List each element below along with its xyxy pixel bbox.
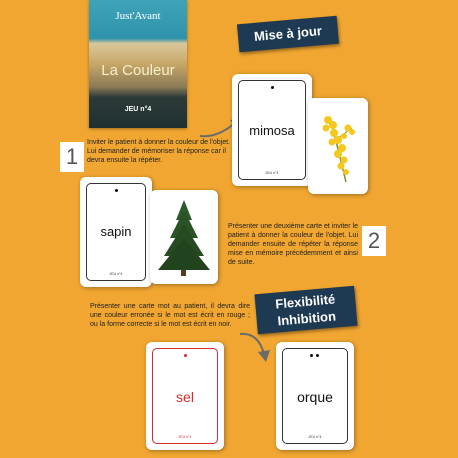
step-number-2: 2: [362, 226, 386, 256]
card-dot: [115, 189, 118, 192]
word-card-sel: [146, 342, 224, 450]
card-dot: [271, 86, 274, 89]
banner-line-2: Inhibition: [276, 308, 337, 329]
banner-update: Mise à jour: [237, 16, 339, 53]
banner-line-1: Flexibilité: [274, 291, 336, 312]
card-footer: JEU n°4: [308, 435, 322, 439]
curved-arrow-icon: [236, 328, 276, 364]
image-card-mimosa: [308, 98, 368, 194]
mimosa-flower-icon: [308, 98, 368, 194]
cover-subtitle: JEU n°4: [124, 106, 152, 113]
card-word: orque: [297, 389, 333, 405]
image-card-sapin: [150, 190, 218, 284]
card-footer: JEU n°4: [265, 171, 279, 175]
cover-brand: Just'Avant: [115, 10, 161, 22]
instruction-step-3: Présenter une carte mot au patient, il devra dire une couleur erronée si le mot est écrit en rouge ; ou la forme correcte si le mot est écrit en noir.: [90, 303, 250, 328]
card-dot: [184, 354, 187, 357]
word-card-mimosa: [232, 74, 312, 186]
word-card-orque: [276, 342, 354, 450]
card-dot: [310, 354, 313, 357]
instruction-step-2: Présenter une deuxième carte et inviter le patient à donner la couleur de l'objet. Lui demander ensuite de répéter la réponse mise en mémoire précédemment et ainsi de suite.: [228, 223, 358, 266]
game-cover: [89, 0, 187, 128]
instruction-step-1: Inviter le patient à donner la couleur de l'objet. Lui demander de mémoriser la réponse car il devra ensuite la répéter.: [87, 139, 230, 164]
card-word: sapin: [100, 224, 132, 239]
fir-tree-icon: [150, 190, 218, 284]
card-dot: [316, 354, 319, 357]
card-footer: JEU n°4: [109, 272, 123, 276]
banner-flexibility-inhibition: [254, 286, 357, 335]
word-card-sapin: [80, 177, 152, 287]
card-word: mimosa: [249, 123, 295, 138]
card-footer: JEU n°4: [178, 435, 192, 439]
step-number-1: 1: [60, 142, 84, 172]
cover-title: La Couleur: [101, 62, 175, 79]
card-word: sel: [176, 389, 194, 405]
